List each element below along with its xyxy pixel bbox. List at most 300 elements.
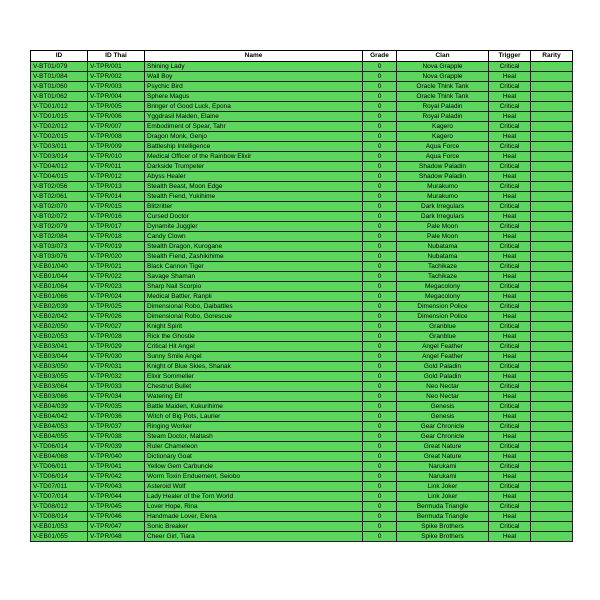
cell-trigger: Critical	[489, 142, 531, 152]
table-row	[31, 322, 573, 332]
table-row	[31, 342, 573, 352]
cell-id-thai: V-TPR/027	[88, 322, 145, 332]
cell-grade: 0	[363, 222, 397, 232]
cell-id-thai: V-TPR/021	[88, 262, 145, 272]
cell-clan: Nubatama	[397, 242, 489, 252]
cell-rarity	[531, 162, 573, 172]
cell-name: Ringing Worker	[145, 422, 363, 432]
cell-id: V-TD08/014	[31, 512, 88, 522]
cell-id-thai: V-TPR/037	[88, 422, 145, 432]
cell-name: Lover Hope, Rina	[145, 502, 363, 512]
cell-trigger: Heal	[489, 152, 531, 162]
header-row	[31, 51, 573, 62]
cell-trigger: Critical	[489, 82, 531, 92]
cell-id: V-BT02/072	[31, 212, 88, 222]
cell-name: Stealth Beast, Moon Edge	[145, 182, 363, 192]
cell-rarity	[531, 462, 573, 472]
cell-clan: Dimension Police	[397, 312, 489, 322]
cell-trigger: Heal	[489, 532, 531, 542]
header-rarity: Rarity	[531, 51, 573, 62]
cell-trigger: Critical	[489, 62, 531, 72]
cell-trigger: Heal	[489, 132, 531, 142]
cell-rarity	[531, 392, 573, 402]
cell-clan: Gold Paladin	[397, 362, 489, 372]
cell-id-thai: V-TPR/014	[88, 192, 145, 202]
table-row	[31, 402, 573, 412]
cell-clan: Angel Feather	[397, 352, 489, 362]
cell-id: V-EB04/055	[31, 432, 88, 442]
cell-grade: 0	[363, 162, 397, 172]
cell-grade: 0	[363, 332, 397, 342]
cell-trigger: Critical	[489, 122, 531, 132]
cell-rarity	[531, 412, 573, 422]
cell-name: Yellow Gem Carbuncle	[145, 462, 363, 472]
cell-id: V-TD03/014	[31, 152, 88, 162]
cell-id: V-TD06/014	[31, 472, 88, 482]
cell-grade: 0	[363, 372, 397, 382]
cell-id-thai: V-TPR/020	[88, 252, 145, 262]
cell-grade: 0	[363, 172, 397, 182]
cell-id-thai: V-TPR/025	[88, 302, 145, 312]
cell-name: Battle Maiden, Kukurihime	[145, 402, 363, 412]
cell-id: V-BT02/079	[31, 222, 88, 232]
table-row	[31, 202, 573, 212]
cell-id-thai: V-TPR/039	[88, 442, 145, 452]
cell-id: V-EB03/041	[31, 342, 88, 352]
cell-id-thai: V-TPR/017	[88, 222, 145, 232]
cell-name: Sphere Magus	[145, 92, 363, 102]
cell-grade: 0	[363, 352, 397, 362]
cell-id-thai: V-TPR/042	[88, 472, 145, 482]
cell-grade: 0	[363, 212, 397, 222]
cell-trigger: Heal	[489, 92, 531, 102]
cell-clan: Tachikaze	[397, 262, 489, 272]
cell-id-thai: V-TPR/023	[88, 282, 145, 292]
cell-grade: 0	[363, 72, 397, 82]
cell-clan: Megacolony	[397, 282, 489, 292]
cell-id-thai: V-TPR/008	[88, 132, 145, 142]
table-row	[31, 102, 573, 112]
cell-rarity	[531, 192, 573, 202]
cell-id: V-EB03/064	[31, 382, 88, 392]
cell-clan: Tachikaze	[397, 272, 489, 282]
cell-grade: 0	[363, 502, 397, 512]
table-row	[31, 412, 573, 422]
cell-id-thai: V-TPR/009	[88, 142, 145, 152]
cell-name: Dimensional Robo, Gorescue	[145, 312, 363, 322]
cell-id: V-TD07/014	[31, 492, 88, 502]
table-row	[31, 442, 573, 452]
cell-id-thai: V-TPR/041	[88, 462, 145, 472]
cell-id-thai: V-TPR/028	[88, 332, 145, 342]
table-row	[31, 222, 573, 232]
cell-name: Knight Spirit	[145, 322, 363, 332]
cell-rarity	[531, 332, 573, 342]
cell-rarity	[531, 62, 573, 72]
cell-trigger: Critical	[489, 382, 531, 392]
cell-id: V-BT03/073	[31, 242, 88, 252]
cell-id-thai: V-TPR/012	[88, 172, 145, 182]
cell-id: V-BT02/070	[31, 202, 88, 212]
cell-id: V-EB02/039	[31, 302, 88, 312]
cell-clan: Granblue	[397, 332, 489, 342]
cell-clan: Pale Moon	[397, 222, 489, 232]
cell-rarity	[531, 172, 573, 182]
cell-trigger: Critical	[489, 442, 531, 452]
cell-id: V-EB03/044	[31, 352, 88, 362]
cell-grade: 0	[363, 202, 397, 212]
cell-id-thai: V-TPR/015	[88, 202, 145, 212]
cell-id: V-TD03/011	[31, 142, 88, 152]
cell-grade: 0	[363, 322, 397, 332]
cell-trigger: Heal	[489, 112, 531, 122]
cell-grade: 0	[363, 252, 397, 262]
table-row	[31, 292, 573, 302]
cell-id: V-EB03/066	[31, 392, 88, 402]
cell-rarity	[531, 442, 573, 452]
cell-name: Lady Healer of the Torn World	[145, 492, 363, 502]
cell-clan: Bermuda Triangle	[397, 502, 489, 512]
cell-id-thai: V-TPR/005	[88, 102, 145, 112]
cell-grade: 0	[363, 292, 397, 302]
cell-trigger: Critical	[489, 262, 531, 272]
table-row	[31, 362, 573, 372]
cell-clan: Narukami	[397, 472, 489, 482]
cell-grade: 0	[363, 282, 397, 292]
cell-clan: Royal Paladin	[397, 112, 489, 122]
cell-name: Darkside Trumpeter	[145, 162, 363, 172]
cell-clan: Great Nature	[397, 442, 489, 452]
cell-clan: Neo Nectar	[397, 392, 489, 402]
table-row	[31, 492, 573, 502]
cell-id-thai: V-TPR/031	[88, 362, 145, 372]
cell-name: Stealth Fiend, Zashikihime	[145, 252, 363, 262]
cell-trigger: Critical	[489, 222, 531, 232]
cell-id: V-TD02/012	[31, 122, 88, 132]
cell-name: Savage Shaman	[145, 272, 363, 282]
cell-id-thai: V-TPR/036	[88, 412, 145, 422]
cell-clan: Granblue	[397, 322, 489, 332]
cell-trigger: Heal	[489, 492, 531, 502]
cell-rarity	[531, 222, 573, 232]
cell-grade: 0	[363, 512, 397, 522]
table-row	[31, 522, 573, 532]
cell-id-thai: V-TPR/001	[88, 62, 145, 72]
cell-trigger: Critical	[489, 202, 531, 212]
table-row	[31, 122, 573, 132]
cell-id: V-TD01/015	[31, 112, 88, 122]
cell-id: V-EB02/053	[31, 332, 88, 342]
table-row	[31, 212, 573, 222]
cell-id: V-TD08/012	[31, 502, 88, 512]
cell-id: V-BT02/084	[31, 232, 88, 242]
cell-clan: Spike Brothers	[397, 532, 489, 542]
cell-id: V-BT01/079	[31, 62, 88, 72]
cell-id: V-TD06/011	[31, 462, 88, 472]
header-id: ID	[31, 51, 88, 62]
cell-id-thai: V-TPR/047	[88, 522, 145, 532]
cell-id-thai: V-TPR/044	[88, 492, 145, 502]
cell-clan: Murakumo	[397, 192, 489, 202]
cell-name: Steam Doctor, Maltash	[145, 432, 363, 442]
cell-trigger: Critical	[489, 342, 531, 352]
cell-trigger: Heal	[489, 412, 531, 422]
cell-clan: Dark Irregulars	[397, 212, 489, 222]
cell-grade: 0	[363, 142, 397, 152]
table-row	[31, 352, 573, 362]
cell-id-thai: V-TPR/048	[88, 532, 145, 542]
cell-name: Dimensional Robo, Daibattles	[145, 302, 363, 312]
cell-rarity	[531, 92, 573, 102]
cell-name: Ruler Chameleon	[145, 442, 363, 452]
cell-grade: 0	[363, 272, 397, 282]
cell-grade: 0	[363, 442, 397, 452]
cell-rarity	[531, 452, 573, 462]
cell-clan: Gear Chronicle	[397, 432, 489, 442]
cell-clan: Link Joker	[397, 492, 489, 502]
cell-id-thai: V-TPR/040	[88, 452, 145, 462]
cell-id-thai: V-TPR/018	[88, 232, 145, 242]
cell-id-thai: V-TPR/002	[88, 72, 145, 82]
table-row	[31, 62, 573, 72]
cell-id: V-TD02/015	[31, 132, 88, 142]
table-row	[31, 152, 573, 162]
cell-trigger: Heal	[489, 352, 531, 362]
cell-rarity	[531, 512, 573, 522]
cell-trigger: Critical	[489, 402, 531, 412]
cell-id: V-TD01/012	[31, 102, 88, 112]
cell-grade: 0	[363, 152, 397, 162]
cell-id-thai: V-TPR/033	[88, 382, 145, 392]
cell-rarity	[531, 482, 573, 492]
header-clan: Clan	[397, 51, 489, 62]
cell-id-thai: V-TPR/003	[88, 82, 145, 92]
cell-id-thai: V-TPR/045	[88, 502, 145, 512]
cell-id: V-EB01/040	[31, 262, 88, 272]
cell-trigger: Heal	[489, 512, 531, 522]
cell-grade: 0	[363, 192, 397, 202]
cell-grade: 0	[363, 232, 397, 242]
cell-trigger: Heal	[489, 192, 531, 202]
table-row	[31, 432, 573, 442]
cell-name: Medical Officer of the Rainbow Elixir	[145, 152, 363, 162]
table-row	[31, 82, 573, 92]
cell-trigger: Critical	[489, 522, 531, 532]
cell-grade: 0	[363, 242, 397, 252]
cell-name: Black Cannon Tiger	[145, 262, 363, 272]
cell-name: Wall Boy	[145, 72, 363, 82]
cell-id: V-EB01/064	[31, 282, 88, 292]
header-name: Name	[145, 51, 363, 62]
cell-rarity	[531, 202, 573, 212]
cell-name: Chestnut Bullet	[145, 382, 363, 392]
table-row	[31, 282, 573, 292]
cell-clan: Oracle Think Tank	[397, 92, 489, 102]
cell-grade: 0	[363, 312, 397, 322]
cell-name: Critical Hit Angel	[145, 342, 363, 352]
table-row	[31, 72, 573, 82]
cell-rarity	[531, 122, 573, 132]
cell-rarity	[531, 302, 573, 312]
cell-id: V-EB04/068	[31, 452, 88, 462]
cell-rarity	[531, 422, 573, 432]
cell-rarity	[531, 262, 573, 272]
cell-grade: 0	[363, 82, 397, 92]
cell-rarity	[531, 252, 573, 262]
cell-name: Sunny Smile Angel	[145, 352, 363, 362]
cell-rarity	[531, 292, 573, 302]
cell-name: Sonic Breaker	[145, 522, 363, 532]
cell-name: Dynamite Juggler	[145, 222, 363, 232]
cell-grade: 0	[363, 62, 397, 72]
cell-clan: Dimension Police	[397, 302, 489, 312]
table-row	[31, 272, 573, 282]
table-row	[31, 142, 573, 152]
cell-rarity	[531, 532, 573, 542]
cell-id-thai: V-TPR/032	[88, 372, 145, 382]
cell-name: Psychic Bird	[145, 82, 363, 92]
cell-trigger: Critical	[489, 282, 531, 292]
cell-clan: Gear Chronicle	[397, 422, 489, 432]
table-row	[31, 252, 573, 262]
cell-rarity	[531, 142, 573, 152]
table-row	[31, 392, 573, 402]
table-row	[31, 382, 573, 392]
cell-id: V-BT01/084	[31, 72, 88, 82]
cell-name: Battleship Intelligence	[145, 142, 363, 152]
cell-trigger: Critical	[489, 502, 531, 512]
cell-id: V-BT01/060	[31, 82, 88, 92]
cell-id-thai: V-TPR/011	[88, 162, 145, 172]
cell-grade: 0	[363, 262, 397, 272]
cell-id: V-TD06/014	[31, 442, 88, 452]
cell-id: V-EB04/053	[31, 422, 88, 432]
cell-id-thai: V-TPR/019	[88, 242, 145, 252]
cell-trigger: Heal	[489, 312, 531, 322]
cell-rarity	[531, 112, 573, 122]
cell-grade: 0	[363, 122, 397, 132]
cell-grade: 0	[363, 92, 397, 102]
cell-name: Cheer Girl, Tiara	[145, 532, 363, 542]
table-row	[31, 472, 573, 482]
cell-id: V-EB03/055	[31, 372, 88, 382]
cell-name: Bringer of Good Luck, Epona	[145, 102, 363, 112]
cell-rarity	[531, 82, 573, 92]
cell-grade: 0	[363, 432, 397, 442]
table-row	[31, 512, 573, 522]
cell-clan: Kagero	[397, 132, 489, 142]
cell-id-thai: V-TPR/004	[88, 92, 145, 102]
cell-name: Handmade Lover, Elena	[145, 512, 363, 522]
cell-trigger: Critical	[489, 162, 531, 172]
cell-id-thai: V-TPR/010	[88, 152, 145, 162]
header-id-thai: ID Thai	[88, 51, 145, 62]
cell-rarity	[531, 402, 573, 412]
table-row	[31, 192, 573, 202]
cell-name: Asteroid Wolf	[145, 482, 363, 492]
cell-name: Sharp Nail Scorpio	[145, 282, 363, 292]
cell-name: Shining Lady	[145, 62, 363, 72]
cell-trigger: Critical	[489, 102, 531, 112]
cell-id: V-BT02/061	[31, 192, 88, 202]
table-row	[31, 302, 573, 312]
table-row	[31, 452, 573, 462]
cell-name: Stealth Fiend, Yukihime	[145, 192, 363, 202]
cell-rarity	[531, 432, 573, 442]
cell-grade: 0	[363, 302, 397, 312]
cell-id: V-BT02/056	[31, 182, 88, 192]
table-row	[31, 162, 573, 172]
cell-clan: Royal Paladin	[397, 102, 489, 112]
card-list-table	[30, 50, 573, 542]
cell-id: V-EB04/042	[31, 412, 88, 422]
cell-trigger: Critical	[489, 422, 531, 432]
table-row	[31, 372, 573, 382]
cell-trigger: Critical	[489, 182, 531, 192]
table-row	[31, 312, 573, 322]
cell-grade: 0	[363, 132, 397, 142]
cell-id-thai: V-TPR/034	[88, 392, 145, 402]
cell-id-thai: V-TPR/022	[88, 272, 145, 282]
cell-name: Embodiment of Spear, Tahr	[145, 122, 363, 132]
cell-rarity	[531, 72, 573, 82]
cell-trigger: Heal	[489, 252, 531, 262]
cell-id-thai: V-TPR/029	[88, 342, 145, 352]
cell-clan: Link Joker	[397, 482, 489, 492]
cell-id-thai: V-TPR/038	[88, 432, 145, 442]
table-row	[31, 532, 573, 542]
cell-grade: 0	[363, 102, 397, 112]
cell-rarity	[531, 312, 573, 322]
cell-grade: 0	[363, 422, 397, 432]
cell-rarity	[531, 132, 573, 142]
cell-trigger: Critical	[489, 482, 531, 492]
cell-rarity	[531, 362, 573, 372]
cell-trigger: Heal	[489, 392, 531, 402]
cell-id: V-EB03/050	[31, 362, 88, 372]
cell-clan: Genesis	[397, 412, 489, 422]
cell-clan: Nubatama	[397, 252, 489, 262]
cell-grade: 0	[363, 382, 397, 392]
cell-id-thai: V-TPR/006	[88, 112, 145, 122]
table-row	[31, 112, 573, 122]
cell-rarity	[531, 502, 573, 512]
table-row	[31, 422, 573, 432]
cell-clan: Dark Irregulars	[397, 202, 489, 212]
cell-clan: Megacolony	[397, 292, 489, 302]
cell-clan: Narukami	[397, 462, 489, 472]
cell-name: Cursed Doctor	[145, 212, 363, 222]
cell-name: Yggdrasil Maiden, Elaine	[145, 112, 363, 122]
cell-id-thai: V-TPR/046	[88, 512, 145, 522]
cell-id: V-EB02/050	[31, 322, 88, 332]
cell-rarity	[531, 242, 573, 252]
cell-name: Witch of Big Pots, Laurier	[145, 412, 363, 422]
cell-name: Worm Toxin Enduement, Seiobo	[145, 472, 363, 482]
table-row	[31, 132, 573, 142]
cell-trigger: Heal	[489, 272, 531, 282]
cell-id-thai: V-TPR/035	[88, 402, 145, 412]
cell-id-thai: V-TPR/030	[88, 352, 145, 362]
cell-id-thai: V-TPR/013	[88, 182, 145, 192]
cell-grade: 0	[363, 522, 397, 532]
cell-clan: Gold Paladin	[397, 372, 489, 382]
cell-clan: Angel Feather	[397, 342, 489, 352]
table-row	[31, 92, 573, 102]
cell-trigger: Critical	[489, 302, 531, 312]
cell-name: Elixir Sommelier	[145, 372, 363, 382]
cell-rarity	[531, 522, 573, 532]
